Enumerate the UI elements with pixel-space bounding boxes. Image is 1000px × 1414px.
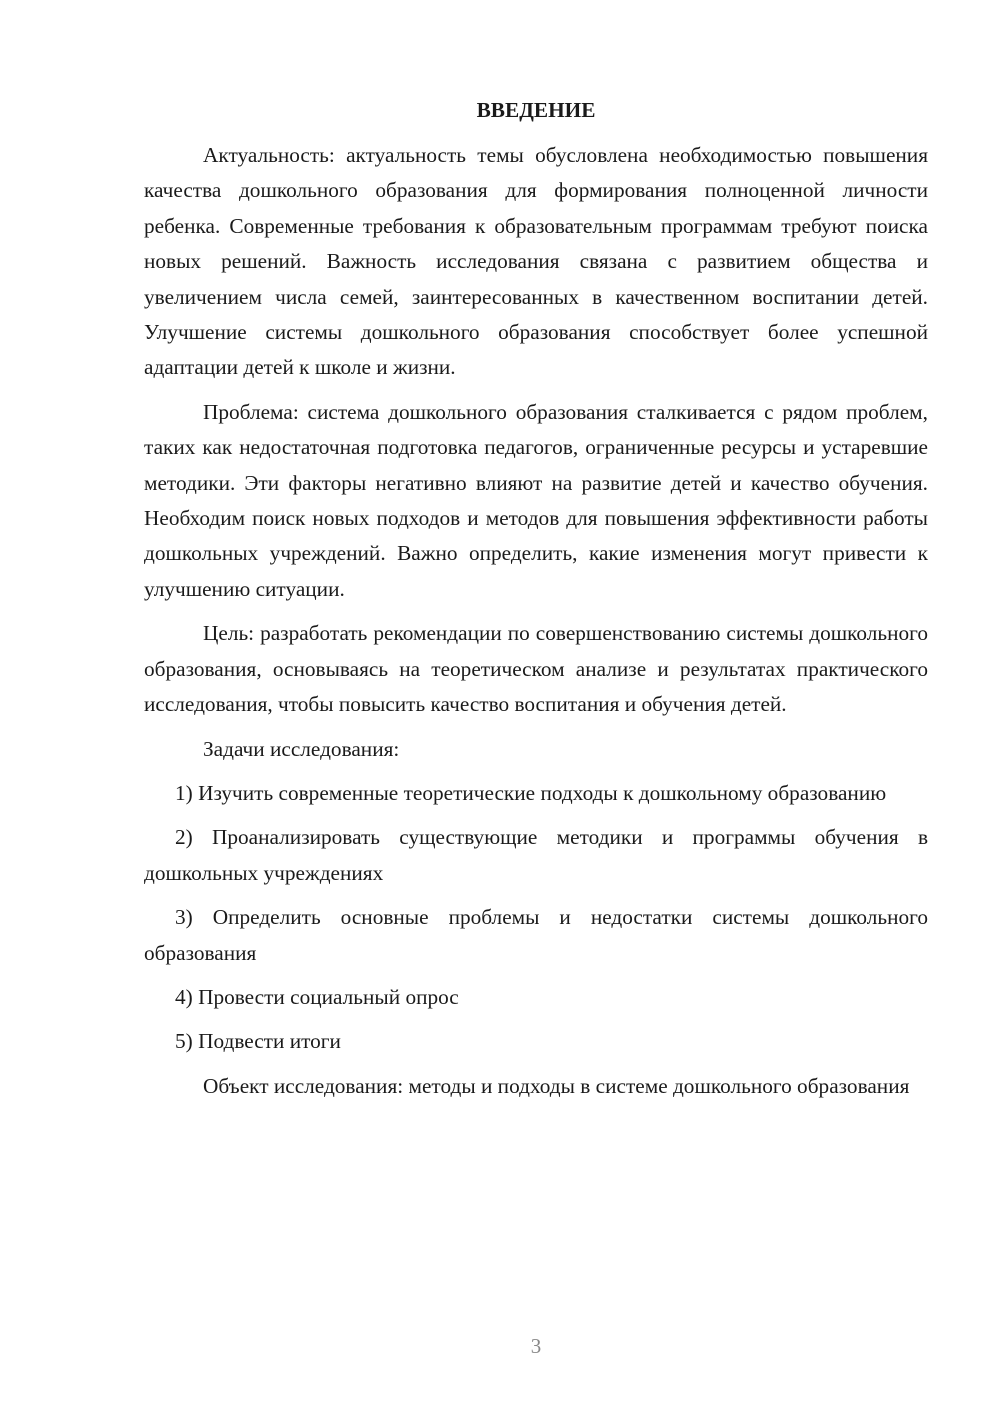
task-item-3: 3) Определить основные проблемы и недостатки системы дошкольного образования <box>144 905 928 965</box>
tasks-heading: Задачи исследования: <box>203 736 400 761</box>
page-number: 3 <box>530 1334 542 1358</box>
document-body <box>144 95 928 1113</box>
paragraph-goal: Цель: разработать рекомендации по совершенствованию системы дошкольного образования, основываясь на теоретическом анализе и результатах практического исследования, чтобы повысить качество воспитания и обучения детей. <box>144 621 928 717</box>
paragraph-relevance: Актуальность: актуальность темы обусловлена необходимостью повышения качества дошкольного образования для формирования полноценной личности ребенка. Современные требования к образовательным программам требуют поиска новых решений. Важность исследования связана с развитием общества и увеличением числа семей, заинтересованных в качественном воспитании детей. Улучшение системы дошкольного образования способствует более успешной адаптации детей к школе и жизни. <box>144 143 928 380</box>
paragraph-problem: Проблема: система дошкольного образования сталкивается с рядом проблем, таких как недостаточная подготовка педагогов, ограниченные ресурсы и устаревшие методики. Эти факторы негативно влияют на развитие детей и качество обучения. Необходим поиск новых подходов и методов для повышения эффективности работы дошкольных учреждений. Важно определить, какие изменения могут привести к улучшению ситуации. <box>144 399 928 601</box>
task-item-4: 4) Провести социальный опрос <box>175 984 459 1009</box>
task-item-5: 5) Подвести итоги <box>175 1029 341 1054</box>
section-title: ВВЕДЕНИЕ <box>476 98 596 122</box>
task-item-2: 2) Проанализировать существующие методики и программы обучения в дошкольных учреждениях <box>144 825 928 885</box>
paragraph-object: Объект исследования: методы и подходы в системе дошкольного образования <box>203 1073 910 1098</box>
task-item-1: 1) Изучить современные теоретические подходы к дошкольному образованию <box>175 780 887 805</box>
